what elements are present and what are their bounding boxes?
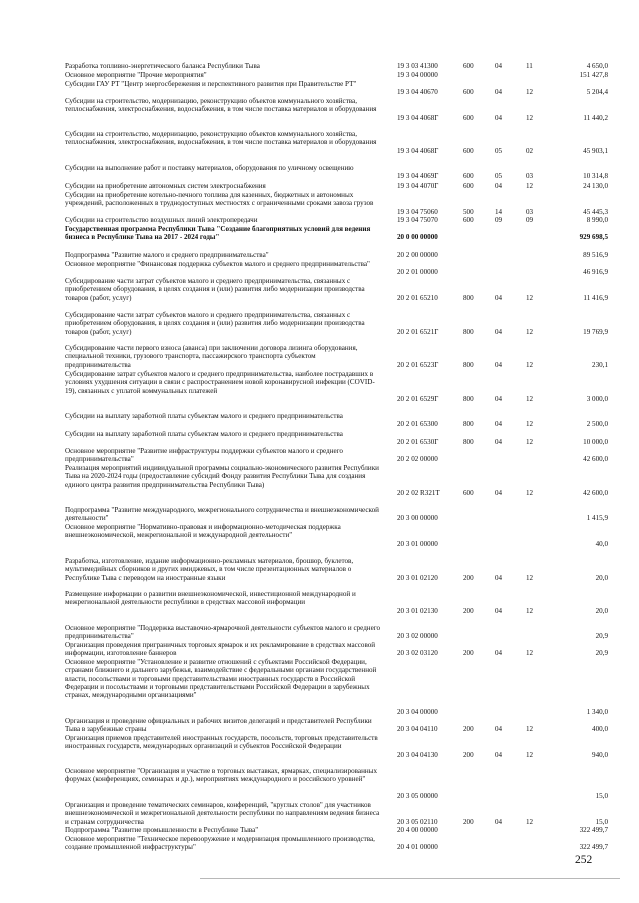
row-expense-type: 600 xyxy=(463,88,474,97)
row-code: 19 3 04 00000 xyxy=(397,71,438,79)
row-amount: 929 698,5 xyxy=(579,233,608,242)
row-code: 20 2 01 6529Г xyxy=(397,395,439,404)
row-name: Государственная программа Республики Тыва "Создание благоприятных условий для ведения бизнеса в Республике Тыва на 2017 - 2024 годы" xyxy=(65,225,371,242)
row-expense-type: 600 xyxy=(463,172,474,181)
row-subsection: 12 xyxy=(526,489,534,498)
row-amount: 15,0 xyxy=(595,792,608,801)
row-amount: 10 000,0 xyxy=(583,438,608,447)
row-code: 20 4 00 00000 xyxy=(397,826,438,834)
row-section: 04 xyxy=(495,182,503,190)
row-amount: 42 600,0 xyxy=(583,489,608,498)
row-amount: 1 415,9 xyxy=(586,514,608,523)
row-amount: 19 769,9 xyxy=(583,327,608,336)
row-expense-type: 800 xyxy=(463,293,474,302)
row-code: 20 3 01 00000 xyxy=(397,539,438,548)
row-code: 20 2 01 00000 xyxy=(397,268,438,277)
row-code: 20 2 02 00000 xyxy=(397,455,438,464)
row-name: Основное мероприятие "Прочие мероприятия" xyxy=(65,71,207,79)
row-section: 04 xyxy=(495,750,503,759)
row-amount: 4 650,0 xyxy=(586,62,608,70)
row-amount: 322 499,7 xyxy=(579,843,608,852)
row-name: Подпрограмма "Развитие международного, межрегионального сотрудничества и внешнеэкономической деятельности" xyxy=(65,506,379,523)
row-name: Основное мероприятие "Установление и развитие отношений с субъектами Российской Федерации, странами ближнего и дальнего зарубежья, взаимодействие с федеральными органами государственной власти, посольствами и торговыми представительствами иностранных государств в Российской Федерации и посольствами и торговыми представительствами Российской Федерации в зарубежных странах, международными организациями" xyxy=(65,658,377,700)
row-amount: 2 500,0 xyxy=(586,420,608,429)
row-subsection: 12 xyxy=(526,817,534,826)
row-amount: 1 340,0 xyxy=(586,708,608,717)
row-code: 19 3 04 4070Г xyxy=(397,182,439,190)
row-expense-type: 800 xyxy=(463,360,474,369)
row-amount: 3 000,0 xyxy=(586,395,608,404)
row-code: 20 3 00 00000 xyxy=(397,514,438,523)
row-name: Основное мероприятие "Развитие инфраструктуры поддержки субъектов малого и среднего предпринимательства" xyxy=(65,447,343,464)
row-code: 19 3 04 75060 xyxy=(397,207,438,216)
row-name: Организация проведения приграничных торговых ярмарок и их рекламирование в средствах массовой информации, изготовление баннеров xyxy=(65,641,376,658)
row-code: 20 4 01 00000 xyxy=(397,843,438,852)
row-section: 04 xyxy=(495,62,503,70)
row-section: 04 xyxy=(495,113,503,122)
row-section: 04 xyxy=(495,293,503,302)
row-expense-type: 200 xyxy=(463,649,474,658)
row-name: Организация и проведение официальных и рабочих визитов делегаций и представителей Республики Тыва в зарубежные страны xyxy=(65,717,372,734)
row-name: Основное мероприятие "Нормативно-правовая и информационно-методическая поддержка внешнеэкономической, межрегиональной и международной деятельности" xyxy=(65,523,341,540)
row-expense-type: 200 xyxy=(463,606,474,615)
row-section: 04 xyxy=(495,573,503,582)
row-name: Разработка, изготовление, издание информационно-рекламных материалов, брошюр, буклетов, мультимедийных сборников и других имиджевых, в том числе презентационных материалов о Республике Тыва с переводом на иностранные языки xyxy=(65,557,354,582)
row-subsection: 12 xyxy=(526,395,534,404)
row-section: 04 xyxy=(495,420,503,429)
row-expense-type: 600 xyxy=(463,489,474,498)
row-expense-type: 200 xyxy=(463,817,474,826)
row-section: 09 xyxy=(495,216,503,224)
row-code: 20 3 01 02130 xyxy=(397,606,438,615)
row-subsection: 09 xyxy=(526,216,534,224)
row-name: Субсидирование части затрат субъектов малого и среднего предпринимательства, связанных с приобретением оборудования, в целях создания и (или) развития либо модернизации производства товаров (работ, услуг) xyxy=(65,277,365,302)
row-amount: 42 600,0 xyxy=(583,455,608,464)
row-subsection: 03 xyxy=(526,207,534,216)
row-name: Размещение информации о развитии внешнеэкономической, инвестиционной международной и межрегиональной деятельности республики в средствах массовой информации xyxy=(65,590,356,607)
row-expense-type: 600 xyxy=(463,62,474,70)
row-code: 20 3 01 02120 xyxy=(397,573,438,582)
row-name: Основное мероприятие "Организация и участие в торговых выставках, ярмарках, специализированных форумах (конференциях, семинарах и др.), мероприятиях международного и российского уровней" xyxy=(65,767,377,784)
row-section: 04 xyxy=(495,725,503,734)
row-name: Основное мероприятие "Финансовая поддержка субъектов малого и среднего предпринимательства" xyxy=(65,260,370,268)
row-name: Основное мероприятие "Техническое перевооружение и модернизация промышленного производства, создание промышленной инфраструктуры" xyxy=(65,835,375,852)
row-name: Организация приемов представителей иностранных государств, посольств, торговых представительств иностранных государств, международных организаций и субъектов Российской Федерации xyxy=(65,734,378,751)
row-amount: 10 314,8 xyxy=(583,172,608,181)
row-subsection: 12 xyxy=(526,573,534,582)
row-subsection: 12 xyxy=(526,182,534,190)
row-code: 19 3 04 40670 xyxy=(397,88,438,97)
row-code: 20 2 01 6521Г xyxy=(397,327,439,336)
row-amount: 20,9 xyxy=(595,632,608,641)
row-subsection: 12 xyxy=(526,420,534,429)
row-section: 04 xyxy=(495,606,503,615)
row-amount: 940,0 xyxy=(592,750,608,759)
row-name: Субсидии на строительство воздушных линий электропередачи xyxy=(65,216,258,224)
row-subsection: 12 xyxy=(526,327,534,336)
row-subsection: 12 xyxy=(526,649,534,658)
row-expense-type: 800 xyxy=(463,327,474,336)
row-subsection: 12 xyxy=(526,88,534,97)
row-expense-type: 600 xyxy=(463,216,474,224)
row-code: 20 3 05 02110 xyxy=(397,817,438,826)
row-section: 04 xyxy=(495,649,503,658)
row-section: 04 xyxy=(495,489,503,498)
row-amount: 45 903,1 xyxy=(583,146,608,155)
row-expense-type: 800 xyxy=(463,395,474,404)
row-section: 04 xyxy=(495,88,503,97)
row-amount: 8 990,0 xyxy=(586,216,608,224)
row-subsection: 12 xyxy=(526,725,534,734)
row-code: 20 3 04 04130 xyxy=(397,750,438,759)
row-amount: 322 499,7 xyxy=(579,826,608,834)
row-code: 20 2 01 65210 xyxy=(397,293,438,302)
row-amount: 151 427,8 xyxy=(579,71,608,79)
row-section: 04 xyxy=(495,395,503,404)
row-amount: 89 516,9 xyxy=(583,251,608,259)
row-subsection: 11 xyxy=(526,62,533,70)
row-subsection: 12 xyxy=(526,293,534,302)
row-subsection: 12 xyxy=(526,606,534,615)
row-amount: 230,1 xyxy=(592,360,608,369)
row-expense-type: 600 xyxy=(463,146,474,155)
row-expense-type: 200 xyxy=(463,573,474,582)
row-name: Субсидии на выплату заработной платы субъектам малого и среднего предпринимательства xyxy=(65,430,343,438)
row-expense-type: 800 xyxy=(463,438,474,447)
row-code: 20 2 00 00000 xyxy=(397,251,438,259)
row-amount: 45 445,3 xyxy=(583,207,608,216)
row-code: 20 2 01 65300 xyxy=(397,420,438,429)
row-code: 20 3 04 04110 xyxy=(397,725,438,734)
row-code: 20 3 05 00000 xyxy=(397,792,438,801)
row-code: 19 3 04 75070 xyxy=(397,216,438,224)
row-section: 14 xyxy=(495,207,503,216)
row-name: Субсидии на выполнение работ и поставку материалов, оборудования по уличному освещению xyxy=(65,164,354,172)
row-subsection: 12 xyxy=(526,360,534,369)
row-amount: 15,0 xyxy=(595,817,608,826)
row-expense-type: 600 xyxy=(463,113,474,122)
row-amount: 11 416,9 xyxy=(583,293,608,302)
row-expense-type: 500 xyxy=(463,207,474,216)
row-name: Субсидии на строительство, модернизацию, реконструкцию объектов коммунального хозяйства, теплоснабжения, электроснабжения, водоснабжения, в том числе поставка материалов и оборудования xyxy=(65,130,377,147)
row-subsection: 12 xyxy=(526,113,534,122)
row-code: 20 2 02 R321Т xyxy=(397,489,440,498)
row-expense-type: 800 xyxy=(463,420,474,429)
row-name: Субсидии на приобретение котельно-печного топлива для казенных, бюджетных и автономных учреждений, расположенных в труднодоступных местностях с ограниченными сроками завоза грузов xyxy=(65,191,374,208)
row-expense-type: 200 xyxy=(463,750,474,759)
row-amount: 24 130,0 xyxy=(583,182,608,190)
row-section: 04 xyxy=(495,817,503,826)
row-name: Субсидирование части затрат субъектов малого и среднего предпринимательства, связанных с приобретением оборудования, в целях создания и (или) развития либо модернизации производства товаров (работ, услуг) xyxy=(65,311,365,336)
row-name: Субсидии на выплату заработной платы субъектам малого и среднего предпринимательства xyxy=(65,412,343,420)
row-amount: 40,0 xyxy=(595,539,608,548)
row-name: Субсидии на приобретение автономных систем электроснабжения xyxy=(65,182,266,190)
row-subsection: 12 xyxy=(526,750,534,759)
row-code: 20 0 00 00000 xyxy=(397,233,438,242)
row-name: Подпрограмма "Развитие промышленности в Республике Тыва" xyxy=(65,826,259,834)
row-amount: 20,0 xyxy=(595,606,608,615)
row-code: 20 3 02 03120 xyxy=(397,649,438,658)
row-section: 04 xyxy=(495,438,503,447)
row-section: 05 xyxy=(495,146,503,155)
row-name: Субсидии на строительство, модернизацию, реконструкцию объектов коммунального хозяйства, теплоснабжения, электроснабжения, водоснабжения, в том числе поставка материалов и оборудования xyxy=(65,97,377,114)
row-subsection: 12 xyxy=(526,438,534,447)
row-amount: 20,9 xyxy=(595,649,608,658)
row-subsection: 03 xyxy=(526,172,534,181)
scan-divider xyxy=(200,878,620,879)
row-code: 20 2 01 6530Г xyxy=(397,438,439,447)
row-name: Реализация мероприятий индивидуальной программы социально-экономического развития Республики Тыва на 2020-2024 годы (предоставление субсидий Фонду развития Республики Тыва для создания единого центра развития предпринимательства Республики Тыва) xyxy=(65,464,379,489)
row-amount: 11 440,2 xyxy=(583,113,608,122)
row-code: 19 3 03 41300 xyxy=(397,62,438,70)
row-name: Разработка топливно-энергетического баланса Республики Тыва xyxy=(65,62,260,70)
row-section: 04 xyxy=(495,360,503,369)
row-amount: 5 204,4 xyxy=(586,88,608,97)
row-amount: 46 916,9 xyxy=(583,268,608,277)
row-section: 04 xyxy=(495,327,503,336)
row-amount: 400,0 xyxy=(592,725,608,734)
row-code: 19 3 04 4068Г xyxy=(397,113,439,122)
row-name: Организация и проведение тематических семинаров, конференций, "круглых столов" для участников внешнеэкономической и межрегиональной деятельности республики по направлениям ведения бизнеса и странам сотрудничества xyxy=(65,801,380,826)
row-expense-type: 200 xyxy=(463,725,474,734)
row-code: 19 3 04 4069Г xyxy=(397,172,439,181)
row-code: 20 3 02 00000 xyxy=(397,632,438,641)
page-number: 252 xyxy=(575,854,593,866)
row-name: Подпрограмма "Развитие малого и среднего предпринимательства" xyxy=(65,251,269,259)
row-code: 20 3 04 00000 xyxy=(397,708,438,717)
row-expense-type: 600 xyxy=(463,182,474,190)
row-name: Субсидирование части первого взноса (аванса) при заключении договора лизинга оборудования, специальной техники, грузового транспорта, пассажирского транспорта субъектом предпринимательства xyxy=(65,344,358,369)
row-section: 05 xyxy=(495,172,503,181)
row-subsection: 02 xyxy=(526,146,534,155)
row-code: 20 2 01 6523Г xyxy=(397,360,439,369)
row-amount: 20,0 xyxy=(595,573,608,582)
row-name: Субсидии ГАУ РТ "Центр энергосбережения и перспективного развития при Правительстве РТ" xyxy=(65,80,357,88)
row-code: 19 3 04 4068Г xyxy=(397,146,439,155)
row-name: Основное мероприятие "Поддержка выставочно-ярмарочной деятельности субъектов малого и среднего предпринимательства" xyxy=(65,624,381,641)
row-name: Субсидирование затрат субъектов малого и среднего предпринимательства, наиболее пострадавших в условиях ухудшения ситуации в связи с распространением новой коронавирусной инфекции (COVID-19), связанных с уплатой коммунальных платежей xyxy=(65,370,375,395)
